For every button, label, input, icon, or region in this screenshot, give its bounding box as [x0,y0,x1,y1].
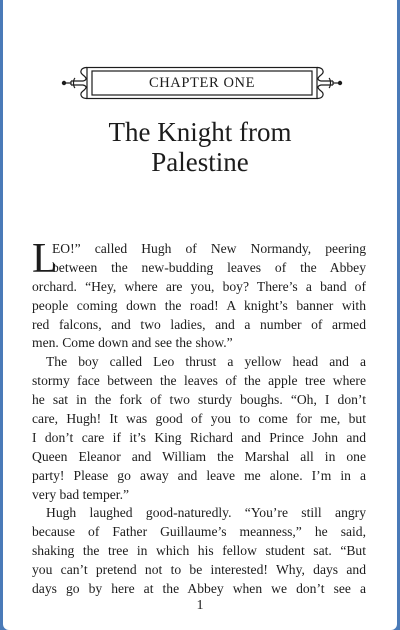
drop-cap: L [32,236,58,282]
chapter-title-line-2: Palestine [151,147,249,177]
page-number: 1 [196,598,204,613]
text-line: stormy face between the leaves of the apple tree where [32,373,366,389]
text-line: people coming down the road! A knight’s banner with [32,297,366,313]
text-line: very bad temper.” [32,486,130,502]
chapter-body-text [32,236,366,599]
text-line: shaking the tree in which his fellow student sat. “But [32,543,366,559]
text-line: you can’t pretend not to be interested! Why, days and [32,562,366,578]
chapter-header-frame [61,66,343,100]
text-line: he sat in the fork of two sturdy boughs. “Oh, I don’t [32,392,366,408]
text-line: care, Hugh! It was good of you to come for me, but [32,411,366,427]
text-line: days go by here at the Abbey when we don’t see a [32,581,366,597]
book-page [3,0,397,630]
text-line: party! Please go away and leave me alone. I’m in a [32,467,366,483]
text-line: between the new-budding leaves of the Abbey [52,259,366,275]
text-line: EO!” called Hugh of New Normandy, peering [52,241,366,256]
text-line: men. Come down and see the show.” [32,335,233,351]
chapter-title-line-1: The Knight from [108,117,292,147]
text-line: because of Father Guillaume’s meanness,” he said, [32,524,366,540]
text-line: orchard. “Hey, where are you, boy? There’s a band of [32,278,366,294]
chapter-label: CHAPTER ONE [148,75,256,91]
chapter-title [23,117,377,177]
text-line: The boy called Leo thrust a yellow head and a [46,354,366,370]
text-line: Queen Eleanor and William the Marshal all in one [32,448,366,464]
text-line: Hugh laughed good-naturedly. “You’re still angry [46,505,366,521]
text-line: I don’t care if it’s King Richard and Prince John and [32,429,366,445]
text-line: red falcons, and two ladies, and a number of armed [32,316,366,332]
